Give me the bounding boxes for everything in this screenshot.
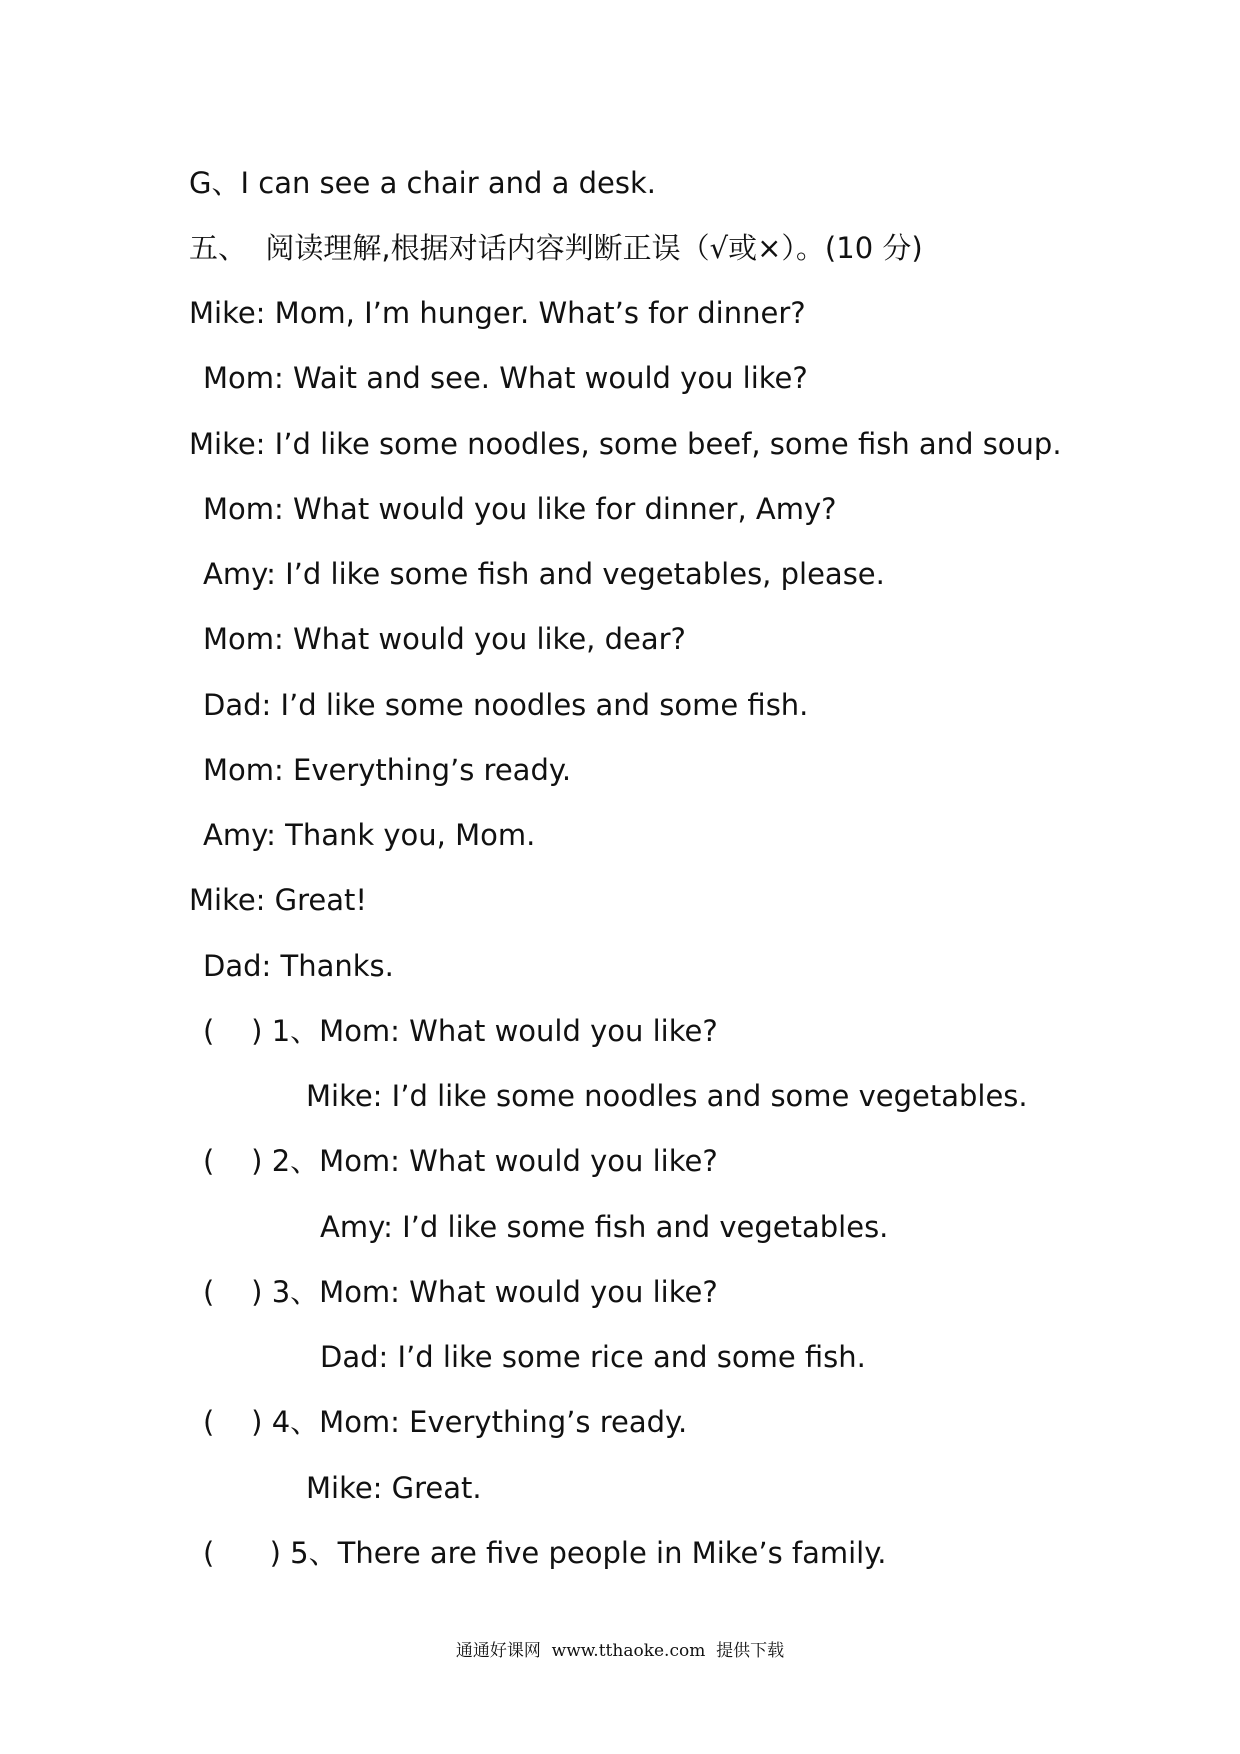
dialogue-line: Mom: What would you like for dinner, Amy? (203, 492, 837, 526)
dialogue-line: Mom: What would you like, dear? (203, 622, 686, 656)
question-3-answer: Dad: I’d like some rice and some fish. (320, 1340, 866, 1374)
section-five-heading: 五、 阅读理解,根据对话内容判断正误（√或×）。(10 分) (189, 231, 923, 265)
dialogue-line: Mike: Great! (189, 883, 368, 917)
question-4-prompt: ( ) 4、Mom: Everything’s ready. (203, 1405, 688, 1439)
question-1-answer: Mike: I’d like some noodles and some vegetables. (306, 1079, 1028, 1113)
dialogue-line: Amy: Thank you, Mom. (203, 818, 536, 852)
option-g-text: G、I can see a chair and a desk. (189, 166, 656, 200)
dialogue-line: Mike: Mom, I’m hunger. What’s for dinner? (189, 296, 806, 330)
question-5-prompt: ( ) 5、There are five people in Mike’s family. (203, 1536, 887, 1570)
page-footer: 通通好课网 www.tthaoke.com 提供下载 (455, 1641, 785, 1661)
dialogue-line: Mom: Everything’s ready. (203, 753, 572, 787)
dialogue-line: Mom: Wait and see. What would you like? (203, 361, 808, 395)
dialogue-line: Dad: I’d like some noodles and some fish. (203, 688, 809, 722)
question-3-prompt: ( ) 3、Mom: What would you like? (203, 1275, 718, 1309)
dialogue-line: Amy: I’d like some fish and vegetables, please. (203, 557, 885, 591)
question-2-answer: Amy: I’d like some fish and vegetables. (320, 1210, 889, 1244)
question-1-prompt: ( ) 1、Mom: What would you like? (203, 1014, 718, 1048)
question-4-answer: Mike: Great. (306, 1471, 482, 1505)
dialogue-line: Mike: I’d like some noodles, some beef, some fish and soup. (189, 427, 1062, 461)
dialogue-line: Dad: Thanks. (203, 949, 394, 983)
question-2-prompt: ( ) 2、Mom: What would you like? (203, 1144, 718, 1178)
